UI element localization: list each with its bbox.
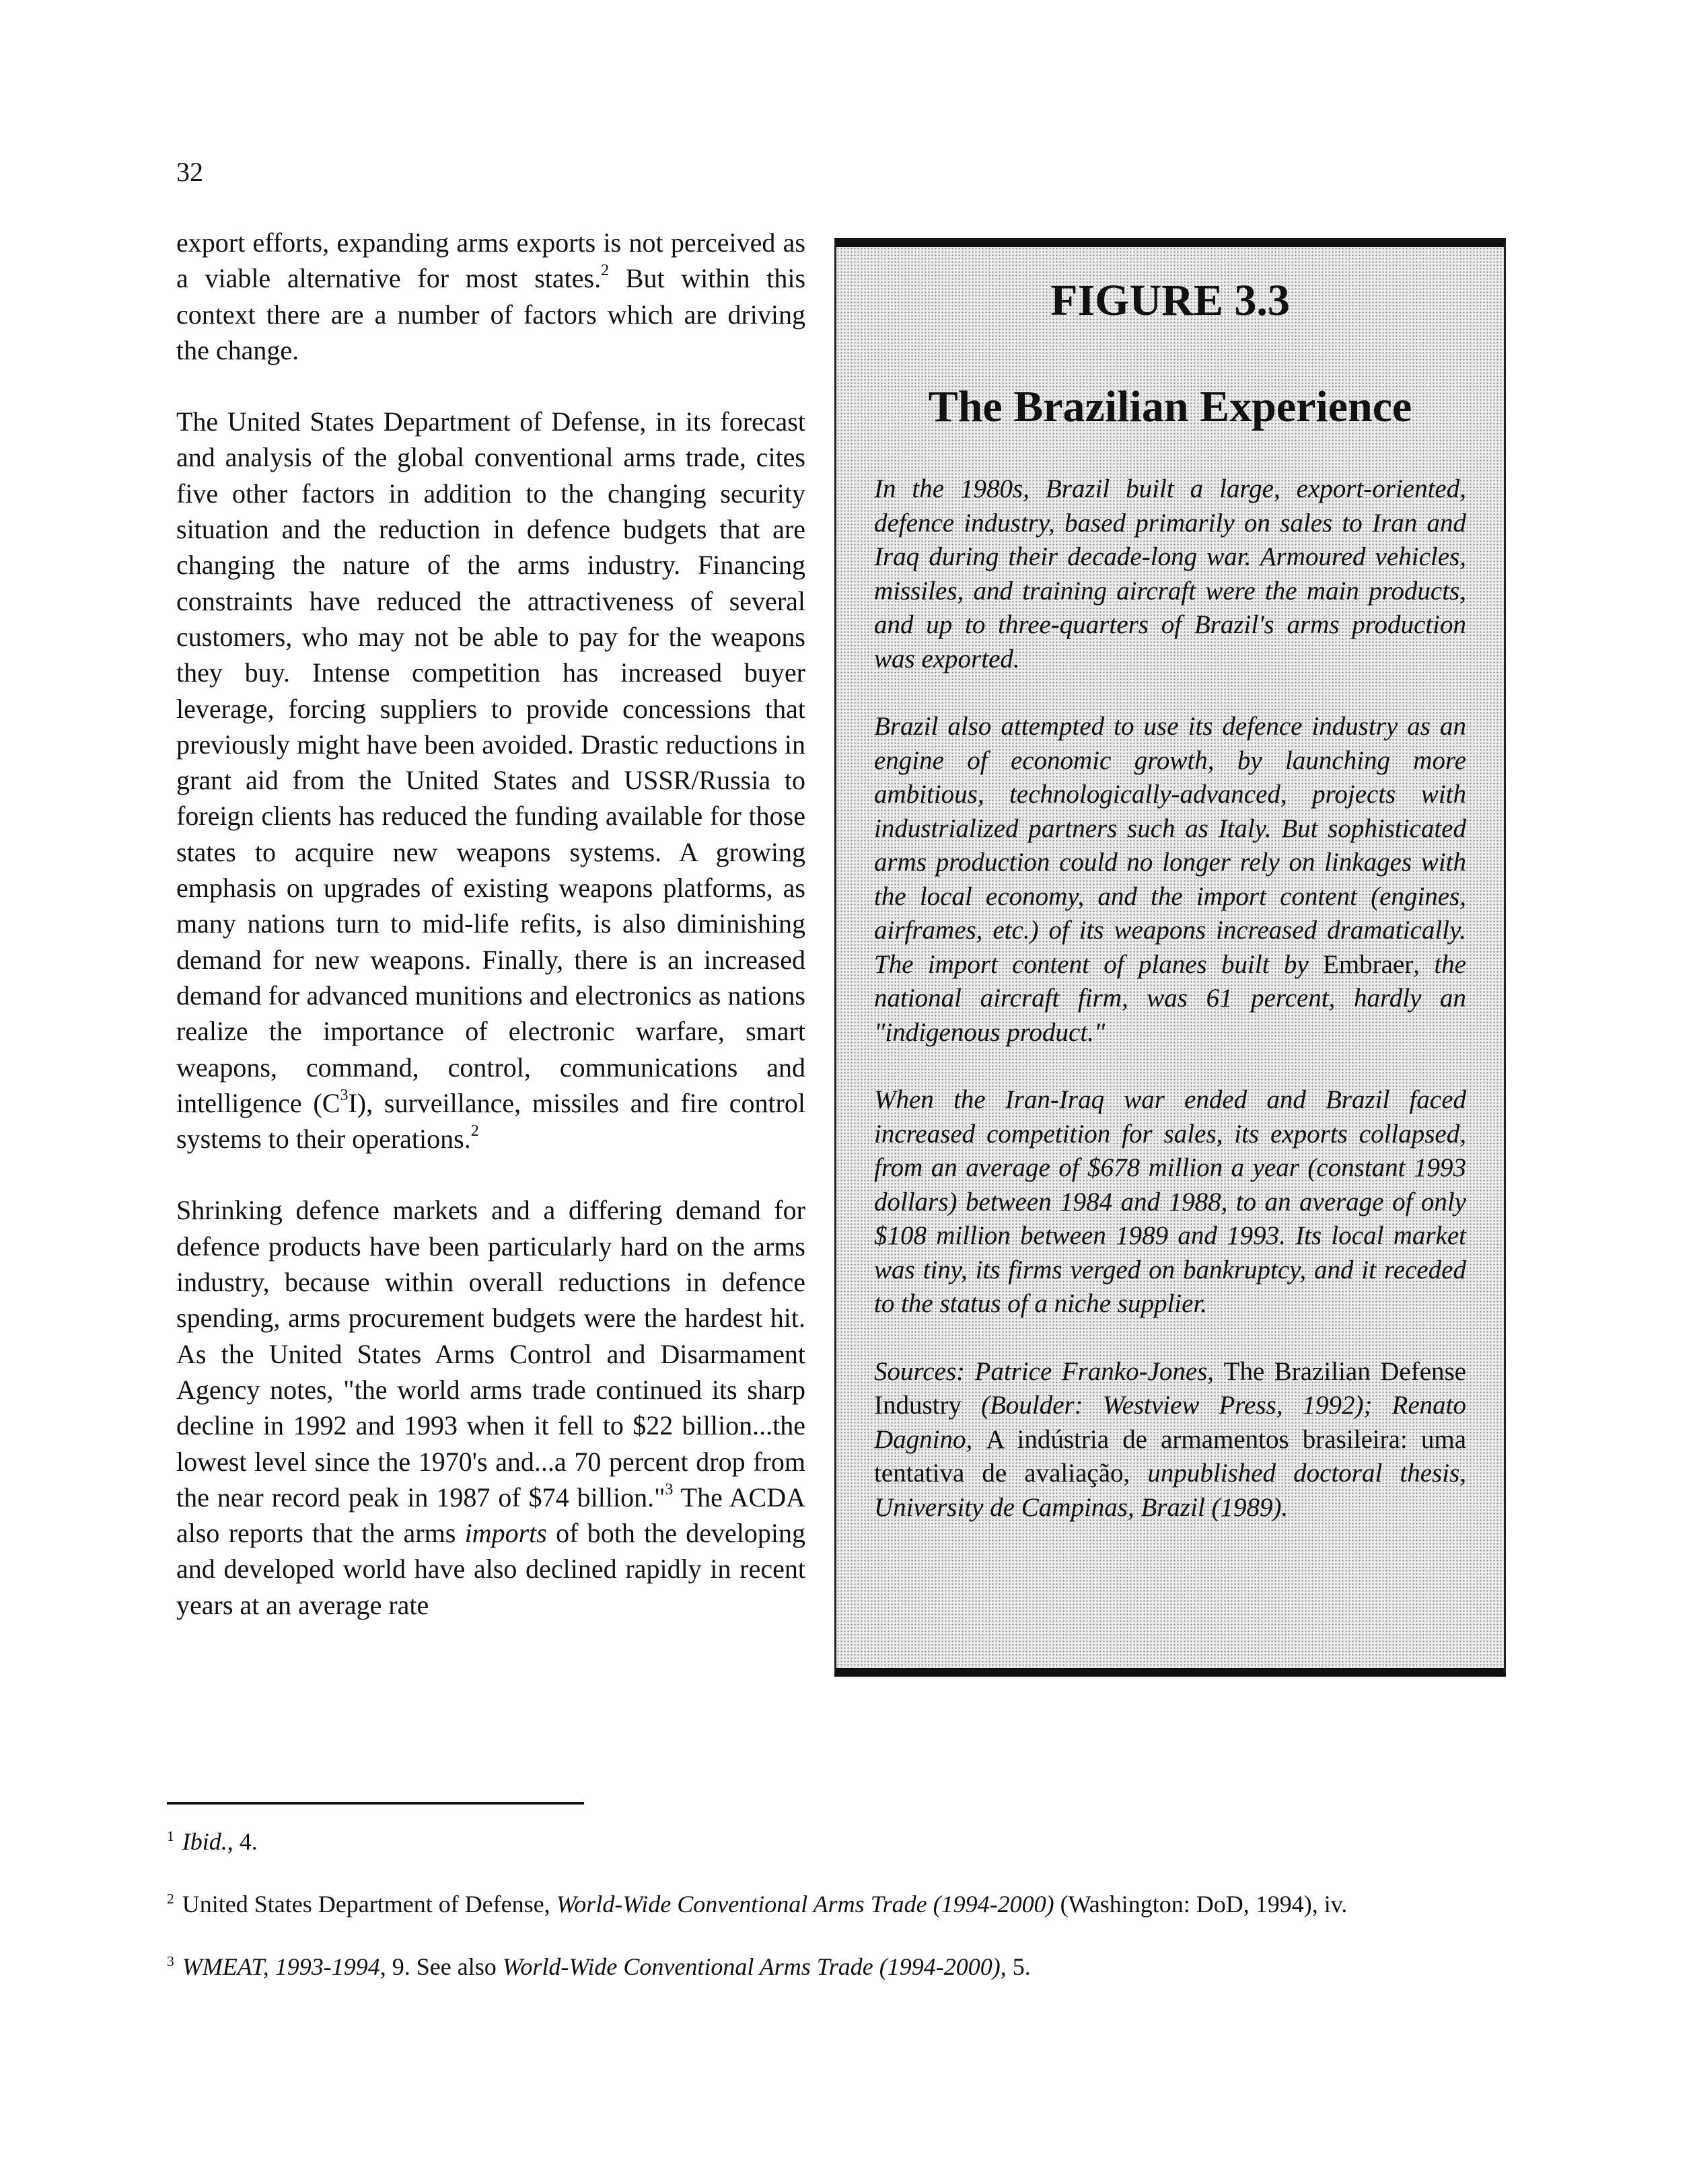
sources-title-1: The Brazilian Defense Industry xyxy=(874,1356,1466,1420)
paragraph-1-text-a: export efforts, expanding arms exports is not perceived as a viable alternative for most states. xyxy=(176,227,805,294)
footnote-1-italic: Ibid. xyxy=(182,1828,227,1855)
footnote-2-text-b: (Washington: DoD, 1994), iv. xyxy=(1054,1891,1348,1918)
paragraph-2-text-a: The United States Department of Defense, in its forecast and analysis of the global conventional arms trade, cites five other factors in addition to the changing security situation and the reduction in defence budgets that are changing the nature of the arms industry. Financing constraints have reduced the attractiveness of several customers, who may not be able to pay for the weapons they buy. Intense competition has increased buyer leverage, forcing suppliers to provide concessions that previously might have been avoided. Drastic reductions in grant aid from the United States and USSR/Russia to foreign clients has reduced the funding available for those states to acquire new weapons systems. A growing emphasis on upgrades of existing weapons platforms, as many nations turn to mid-life refits, is also diminishing demand for new weapons. Finally, there is an increased demand for advanced munitions and electronics as nations realize the importance of electronic warfare, smart weapons, command, control, communications and intelligence (C xyxy=(176,406,805,1118)
footnote-2 xyxy=(167,1889,1526,1919)
emphasis-imports: imports xyxy=(464,1518,547,1549)
sources-text-a: Sources: Patrice Franko-Jones, xyxy=(874,1356,1224,1386)
footnote-2-italic: World-Wide Conventional Arms Trade (1994-2000) xyxy=(556,1891,1054,1918)
figure-sources xyxy=(874,1355,1466,1525)
footnotes xyxy=(167,1827,1526,1981)
paragraph-2-text-b: I), surveillance, missiles and fire control systems to their operations. xyxy=(176,1087,805,1155)
page-number: 32 xyxy=(176,157,203,187)
footnote-3-italic-b: World-Wide Conventional Arms Trade (1994-2000) xyxy=(502,1953,1001,1980)
footnote-1-text: , 4. xyxy=(227,1828,258,1855)
figure-label: FIGURE 3.3 xyxy=(1050,276,1290,325)
paragraph-3 xyxy=(176,1192,805,1623)
superscript-3: 3 xyxy=(340,1086,349,1104)
footnote-ref: 2 xyxy=(601,262,610,280)
footnote-3-text-a: , 9. See also xyxy=(379,1953,503,1980)
paragraph-1-text-b: But within this context there are a number of factors which are driving the change. xyxy=(176,263,806,365)
sources-text-c: unpublished doctoral thesis, University de Campinas, Brazil (1989). xyxy=(874,1459,1467,1522)
figure-body xyxy=(874,472,1466,1525)
footnote-3-italic-a: WMEAT, 1993-1994 xyxy=(182,1953,380,1980)
figure-paragraph-1: In the 1980s, Brazil built a large, export-oriented, defence industry, based primarily on sales to Iran and Iraq during their decade-long war. Armoured vehicles, missiles, and training aircraft were the main products, and up to three-quarters of Brazil's arms production was exported. xyxy=(874,474,1466,674)
footnote-mark: 2 xyxy=(167,1891,174,1907)
footnote-1 xyxy=(167,1827,1526,1856)
footnote-3-text-b: , 5. xyxy=(1000,1953,1031,1980)
footnote-3 xyxy=(167,1952,1526,1981)
paragraph-3-text-b: The ACDA also reports that the arms xyxy=(176,1482,805,1549)
main-text-column xyxy=(176,225,805,1623)
sources-text-b: (Boulder: Westview Press, 1992); Renato Dagnino, xyxy=(874,1391,1466,1454)
figure-box xyxy=(834,238,1506,1677)
footnote-divider xyxy=(167,1802,584,1805)
figure-title: The Brazilian Experience xyxy=(928,382,1412,431)
figure-paragraph-2 xyxy=(874,710,1466,1050)
footnote-mark: 3 xyxy=(167,1953,174,1969)
sources-title-2: A indústria de armamentos brasileira: uma tentativa de avaliação, xyxy=(874,1424,1467,1488)
footnote-mark: 1 xyxy=(167,1828,174,1844)
footnote-2-text-a: United States Department of Defense, xyxy=(182,1891,556,1918)
footnote-ref: 3 xyxy=(665,1480,674,1498)
figure-paragraph-2-text-a: Brazil also attempted to use its defence industry as an engine of economic growth, by launching more ambitious, technologically-advanced, projects with industrialized partners such as Italy. But sophisticated arms production could no longer rely on linkages with the local economy, and the import content (engines, airframes, etc.) of its weapons increased dramatically. The import content of planes built by xyxy=(874,712,1466,979)
paragraph-1 xyxy=(176,225,805,368)
paragraph-3-text-a: Shrinking defence markets and a differing demand for defence products have been particularly hard on the arms industry, because within overall reductions in defence spending, arms procurement budgets were the hardest hit. As the United States Arms Control and Disarmament Agency notes, "the world arms trade continued its sharp decline in 1992 and 1993 when it fell to $22 billion...the lowest level since the 1970's and...a 70 percent drop from the near record peak in 1987 of $74 billion." xyxy=(176,1195,805,1513)
paragraph-3-text-c: of both the developing and developed world have also declined rapidly in recent years at an average rate xyxy=(176,1518,806,1620)
figure-embraer: Embraer xyxy=(1323,949,1414,979)
footnote-ref: 2 xyxy=(470,1122,479,1140)
figure-paragraph-3: When the Iran-Iraq war ended and Brazil faced increased competition for sales, its exports collapsed, from an average of $678 million a year (constant 1993 dollars) between 1984 and 1988, to an average of only $108 million between 1989 and 1993. Its local market was tiny, its firms verged on bankruptcy, and it receded to the status of a niche supplier. xyxy=(874,1085,1466,1318)
figure-paragraph-2-text-b: , the national aircraft firm, was 61 percent, hardly an "indigenous product." xyxy=(874,949,1466,1047)
paragraph-2 xyxy=(176,404,805,1157)
